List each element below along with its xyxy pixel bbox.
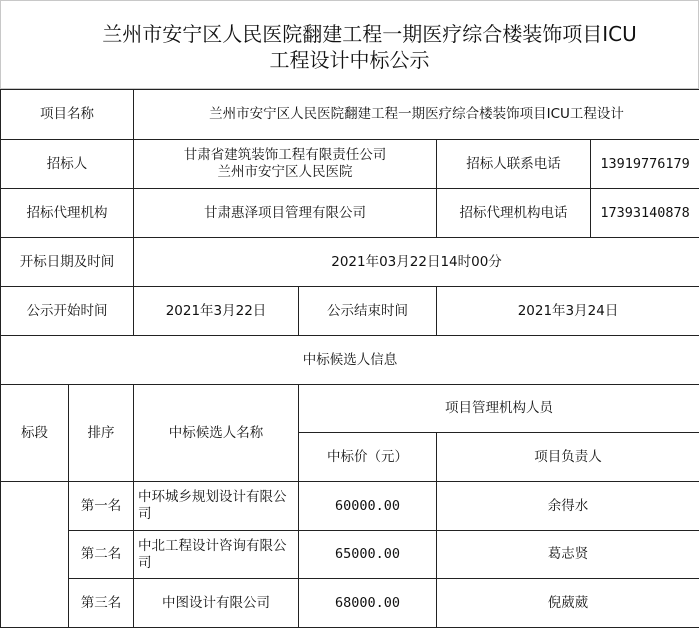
- pub-end-value: 2021年3月24日: [437, 287, 699, 336]
- rank-cell: 第二名: [69, 531, 134, 579]
- notice-table: [0, 89, 699, 628]
- rank-cell: 第一名: [69, 482, 134, 531]
- tenderer-name-2: 兰州市安宁区人民医院: [217, 164, 353, 180]
- pub-start-label: 公示开始时间: [1, 287, 134, 336]
- agent-row: [1, 189, 699, 238]
- candidate-leader: 余得水: [437, 482, 699, 531]
- project-value: 兰州市安宁区人民医院翻建工程一期医疗综合楼装饰项目ICU工程设计: [134, 90, 699, 140]
- table-row: [1, 482, 699, 531]
- rank-cell: 第三名: [69, 579, 134, 628]
- candidate-name: 中环城乡规划设计有限公司: [134, 482, 299, 531]
- header-price: 中标价（元）: [299, 433, 437, 482]
- tenderer-phone: 13919776179: [591, 140, 699, 189]
- table-row: [1, 531, 699, 579]
- candidate-name: 中北工程设计咨询有限公司: [134, 531, 299, 579]
- header-rank: 排序: [69, 385, 134, 482]
- project-row: [1, 90, 699, 140]
- pub-start-value: 2021年3月22日: [134, 287, 299, 336]
- open-row: [1, 238, 699, 287]
- header-mgmt: 项目管理机构人员: [299, 385, 699, 433]
- candidate-leader: 葛志贤: [437, 531, 699, 579]
- tenderer-phone-label: 招标人联系电话: [437, 140, 591, 189]
- tenderer-label: 招标人: [1, 140, 134, 189]
- candidate-price: 65000.00: [299, 531, 437, 579]
- candidate-price: 60000.00: [299, 482, 437, 531]
- tenderer-value: [134, 140, 437, 189]
- agent-value: 甘肃惠泽项目管理有限公司: [134, 189, 437, 238]
- pub-end-label: 公示结束时间: [299, 287, 437, 336]
- section-cell: [1, 482, 69, 628]
- tenderer-row: [1, 140, 699, 189]
- agent-phone: 17393140878: [591, 189, 699, 238]
- candidate-name: 中图设计有限公司: [134, 579, 299, 628]
- notice-title: [0, 0, 699, 89]
- candidate-leader: 倪葳葳: [437, 579, 699, 628]
- publicity-row: [1, 287, 699, 336]
- candidates-header-row-1: [1, 385, 699, 433]
- candidate-price: 68000.00: [299, 579, 437, 628]
- open-label: 开标日期及时间: [1, 238, 134, 287]
- header-section: 标段: [1, 385, 69, 482]
- title-line-1: 兰州市安宁区人民医院翻建工程一期医疗综合楼装饰项目ICU: [102, 22, 637, 46]
- candidates-title-row: [1, 336, 699, 385]
- table-row: [1, 579, 699, 628]
- open-value: 2021年03月22日14时00分: [134, 238, 699, 287]
- project-label: 项目名称: [1, 90, 134, 140]
- candidates-section-title: 中标候选人信息: [1, 336, 699, 385]
- agent-label: 招标代理机构: [1, 189, 134, 238]
- header-name: 中标候选人名称: [134, 385, 299, 482]
- title-line-2: 工程设计中标公示: [269, 48, 430, 72]
- header-leader: 项目负责人: [437, 433, 699, 482]
- agent-phone-label: 招标代理机构电话: [437, 189, 591, 238]
- tenderer-name-1: 甘肃省建筑装饰工程有限责任公司: [183, 147, 387, 163]
